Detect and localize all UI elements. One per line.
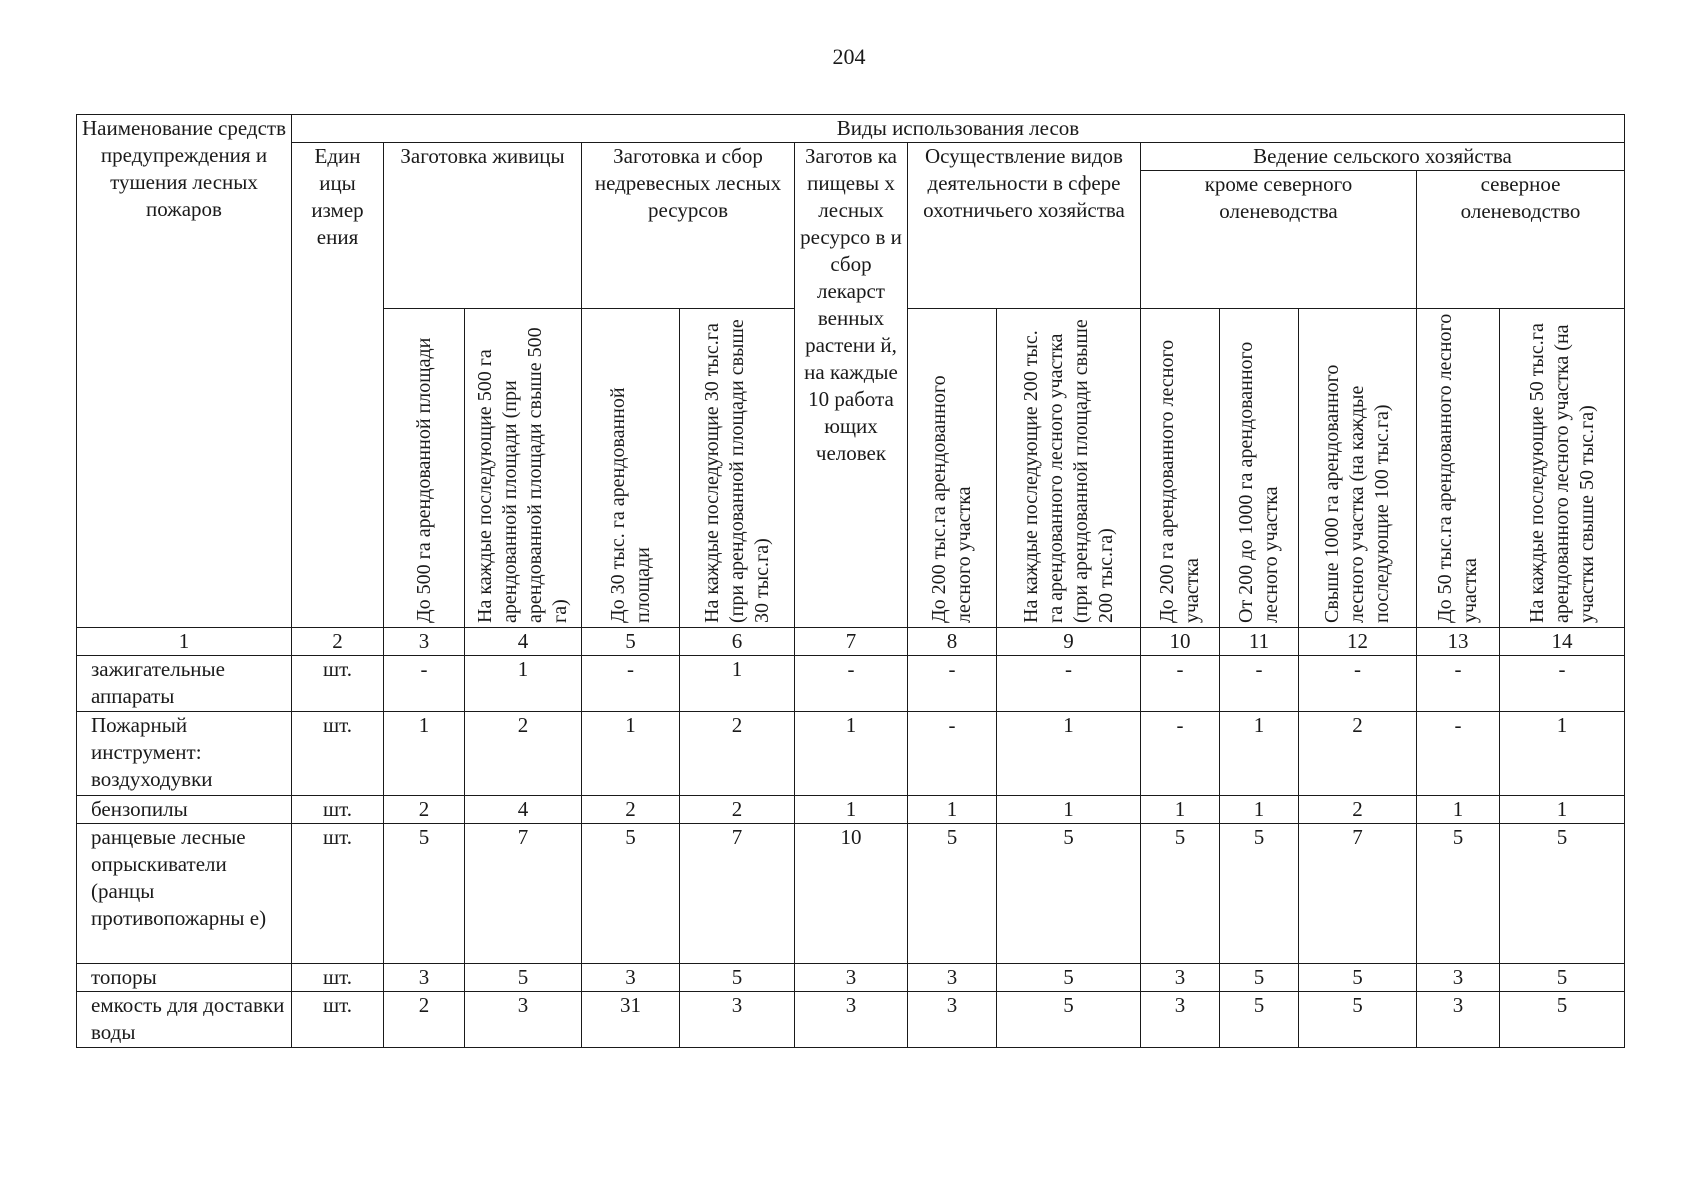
quantity-cell: 5 bbox=[1220, 824, 1299, 964]
subheader-3: До 500 га арендованной площади bbox=[384, 309, 465, 628]
quantity-cell: 2 bbox=[1299, 712, 1417, 796]
quantity-cell: 2 bbox=[680, 712, 795, 796]
quantity-cell: 2 bbox=[384, 992, 465, 1048]
header-forest-use-types: Виды использования лесов bbox=[292, 115, 1625, 143]
quantity-cell: 1 bbox=[1220, 712, 1299, 796]
subheader-6: На каждые последующие 30 тыс.га (при арендованной площади свыше 30 тыс.га) bbox=[680, 309, 795, 628]
header-northern-reindeer: северное оленеводство bbox=[1417, 171, 1625, 309]
column-number: 3 bbox=[384, 628, 465, 656]
header-resin-harvest: Заготовка живицы bbox=[384, 143, 582, 309]
subheader-14: На каждые последующие 50 тыс.га арендованного лесного участка (на участки свыше 50 тыс.га) bbox=[1500, 309, 1625, 628]
quantity-cell: 10 bbox=[795, 824, 908, 964]
quantity-cell: 3 bbox=[1141, 964, 1220, 992]
page-number: 204 bbox=[832, 44, 866, 69]
quantity-cell: 5 bbox=[582, 824, 680, 964]
header-name-of-means: Наименование средств предупреждения и тушения лесных пожаров bbox=[77, 115, 292, 628]
table-row bbox=[77, 796, 1625, 824]
quantity-cell: - bbox=[1417, 656, 1500, 712]
equipment-unit: шт. bbox=[292, 964, 384, 992]
table-row bbox=[77, 992, 1625, 1048]
quantity-cell: 5 bbox=[1299, 964, 1417, 992]
subheader-4: На каждые последующие 500 га арендованной площади (при арендованной площади свыше 500 га) bbox=[465, 309, 582, 628]
quantity-cell: 5 bbox=[997, 824, 1141, 964]
quantity-cell: - bbox=[1417, 712, 1500, 796]
quantity-cell: 3 bbox=[465, 992, 582, 1048]
quantity-cell: 5 bbox=[1500, 964, 1625, 992]
quantity-cell: 5 bbox=[680, 964, 795, 992]
quantity-cell: 5 bbox=[1299, 992, 1417, 1048]
column-number: 13 bbox=[1417, 628, 1500, 656]
forest-fire-equipment-table bbox=[76, 114, 1625, 1048]
header-agriculture: Ведение сельского хозяйства bbox=[1141, 143, 1625, 171]
header-unit: Един ицы измер ения bbox=[292, 143, 384, 628]
equipment-name: топоры bbox=[77, 964, 292, 992]
quantity-cell: 7 bbox=[1299, 824, 1417, 964]
equipment-name: бензопилы bbox=[77, 796, 292, 824]
equipment-name: Пожарный инструмент: воздуходувки bbox=[77, 712, 292, 796]
quantity-cell: 3 bbox=[795, 992, 908, 1048]
subheader-11: От 200 до 1000 га арендованного лесного участка bbox=[1220, 309, 1299, 628]
quantity-cell: 1 bbox=[1141, 796, 1220, 824]
quantity-cell: 5 bbox=[1417, 824, 1500, 964]
equipment-name: зажигательные аппараты bbox=[77, 656, 292, 712]
quantity-cell: 5 bbox=[997, 964, 1141, 992]
quantity-cell: 3 bbox=[1417, 964, 1500, 992]
header-hunting: Осуществление видов деятельности в сфере охотничьего хозяйства bbox=[908, 143, 1141, 309]
quantity-cell: - bbox=[908, 712, 997, 796]
quantity-cell: - bbox=[1299, 656, 1417, 712]
header-food-resources: Заготов ка пищевы х лесных ресурсо в и сбор лекарст венных растени й, на каждые 10 работа ющих человек bbox=[795, 143, 908, 628]
quantity-cell: - bbox=[1220, 656, 1299, 712]
column-number: 14 bbox=[1500, 628, 1625, 656]
quantity-cell: 3 bbox=[680, 992, 795, 1048]
quantity-cell: 1 bbox=[997, 712, 1141, 796]
quantity-cell: 5 bbox=[384, 824, 465, 964]
table-body bbox=[77, 656, 1625, 1048]
quantity-cell: - bbox=[795, 656, 908, 712]
quantity-cell: - bbox=[582, 656, 680, 712]
table-row bbox=[77, 656, 1625, 712]
equipment-unit: шт. bbox=[292, 656, 384, 712]
quantity-cell: 5 bbox=[997, 992, 1141, 1048]
column-number: 1 bbox=[77, 628, 292, 656]
column-number: 7 bbox=[795, 628, 908, 656]
quantity-cell: - bbox=[384, 656, 465, 712]
column-number: 10 bbox=[1141, 628, 1220, 656]
quantity-cell: - bbox=[908, 656, 997, 712]
equipment-unit: шт. bbox=[292, 796, 384, 824]
quantity-cell: 2 bbox=[680, 796, 795, 824]
quantity-cell: 1 bbox=[1417, 796, 1500, 824]
subheader-12: Свыше 1000 га арендованного лесного участка (на каждые последующие 100 тыс.га) bbox=[1299, 309, 1417, 628]
quantity-cell: 3 bbox=[795, 964, 908, 992]
subheader-9: На каждые последующие 200 тыс. га арендованного лесного участка (при арендованной площади свыше 200 тыс.га) bbox=[997, 309, 1141, 628]
quantity-cell: 1 bbox=[680, 656, 795, 712]
quantity-cell: 5 bbox=[465, 964, 582, 992]
quantity-cell: 1 bbox=[465, 656, 582, 712]
quantity-cell: - bbox=[1500, 656, 1625, 712]
quantity-cell: 5 bbox=[908, 824, 997, 964]
quantity-cell: 1 bbox=[1220, 796, 1299, 824]
column-number-row bbox=[77, 628, 1625, 656]
subheader-10: До 200 га арендованного лесного участка bbox=[1141, 309, 1220, 628]
table-row bbox=[77, 824, 1625, 964]
quantity-cell: 7 bbox=[465, 824, 582, 964]
quantity-cell: 3 bbox=[1141, 992, 1220, 1048]
equipment-unit: шт. bbox=[292, 992, 384, 1048]
equipment-unit: шт. bbox=[292, 824, 384, 964]
subheader-13: До 50 тыс.га арендованного лесного участка bbox=[1417, 309, 1500, 628]
quantity-cell: 3 bbox=[908, 992, 997, 1048]
column-number: 11 bbox=[1220, 628, 1299, 656]
quantity-cell: 3 bbox=[1417, 992, 1500, 1048]
table-row bbox=[77, 964, 1625, 992]
quantity-cell: 1 bbox=[384, 712, 465, 796]
quantity-cell: 2 bbox=[384, 796, 465, 824]
header-except-reindeer: кроме северного оленеводства bbox=[1141, 171, 1417, 309]
quantity-cell: 1 bbox=[795, 796, 908, 824]
equipment-name: емкость для доставки воды bbox=[77, 992, 292, 1048]
quantity-cell: 31 bbox=[582, 992, 680, 1048]
header-non-wood-resources: Заготовка и сбор недревесных лесных ресурсов bbox=[582, 143, 795, 309]
quantity-cell: 5 bbox=[1500, 992, 1625, 1048]
quantity-cell: 1 bbox=[1500, 796, 1625, 824]
quantity-cell: 3 bbox=[582, 964, 680, 992]
quantity-cell: 1 bbox=[908, 796, 997, 824]
equipment-name: ранцевые лесные опрыскиватели (ранцы противопожарны е) bbox=[77, 824, 292, 964]
subheader-8: До 200 тыс.га арендованного лесного участка bbox=[908, 309, 997, 628]
quantity-cell: 2 bbox=[465, 712, 582, 796]
quantity-cell: 3 bbox=[908, 964, 997, 992]
quantity-cell: 5 bbox=[1220, 964, 1299, 992]
quantity-cell: - bbox=[1141, 712, 1220, 796]
quantity-cell: 2 bbox=[582, 796, 680, 824]
column-number: 12 bbox=[1299, 628, 1417, 656]
column-number: 8 bbox=[908, 628, 997, 656]
quantity-cell: 7 bbox=[680, 824, 795, 964]
quantity-cell: 1 bbox=[582, 712, 680, 796]
quantity-cell: 1 bbox=[997, 796, 1141, 824]
column-number: 6 bbox=[680, 628, 795, 656]
quantity-cell: 5 bbox=[1141, 824, 1220, 964]
column-number: 2 bbox=[292, 628, 384, 656]
equipment-unit: шт. bbox=[292, 712, 384, 796]
quantity-cell: 1 bbox=[795, 712, 908, 796]
quantity-cell: 1 bbox=[1500, 712, 1625, 796]
quantity-cell: - bbox=[1141, 656, 1220, 712]
quantity-cell: 5 bbox=[1500, 824, 1625, 964]
table-row bbox=[77, 712, 1625, 796]
quantity-cell: 3 bbox=[384, 964, 465, 992]
quantity-cell: - bbox=[997, 656, 1141, 712]
quantity-cell: 5 bbox=[1220, 992, 1299, 1048]
subheader-5: До 30 тыс. га арендованной площади bbox=[582, 309, 680, 628]
column-number: 9 bbox=[997, 628, 1141, 656]
quantity-cell: 2 bbox=[1299, 796, 1417, 824]
column-number: 4 bbox=[465, 628, 582, 656]
quantity-cell: 4 bbox=[465, 796, 582, 824]
column-number: 5 bbox=[582, 628, 680, 656]
